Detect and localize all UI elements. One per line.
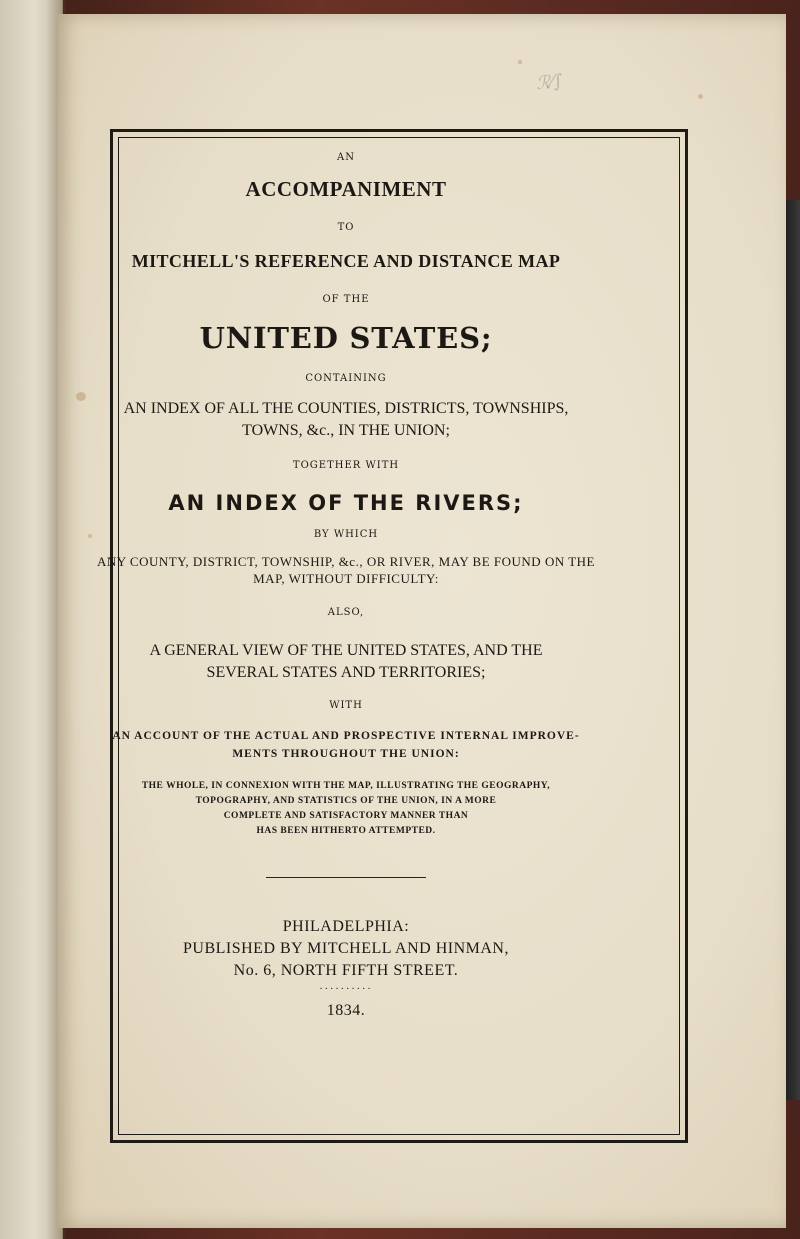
imprint-year: 1834. [326, 1002, 366, 1019]
line-an: AN [337, 152, 355, 163]
line-whole-3: COMPLETE AND SATISFACTORY MANNER THAN [223, 811, 469, 821]
line-account-2: MENTS THROUGHOUT THE UNION: [232, 748, 460, 760]
line-whole-2: TOPOGRAPHY, AND STATISTICS OF THE UNION, IN A MORE [195, 796, 497, 806]
line-map-title: MITCHELL'S REFERENCE AND DISTANCE MAP [131, 251, 561, 271]
line-index-1: AN INDEX OF ALL THE COUNTIES, DISTRICTS, TOWNSHIPS, [123, 400, 569, 417]
line-index-2: TOWNS, &c., IN THE UNION; [242, 422, 450, 439]
divider-rule [266, 877, 426, 878]
line-county-1: ANY COUNTY, DISTRICT, TOWNSHIP, &c., OR RIVER, MAY BE FOUND ON THE [96, 554, 596, 569]
line-to: TO [337, 222, 355, 233]
line-general-1: A GENERAL VIEW OF THE UNITED STATES, AND THE [149, 642, 543, 659]
line-also: ALSO, [327, 607, 365, 618]
line-rivers: AN INDEX OF THE RIVERS; [168, 491, 524, 515]
line-united-states: UNITED STATES; [199, 321, 493, 355]
imprint-city: PHILADELPHIA: [282, 918, 410, 935]
line-together-with: TOGETHER WITH [292, 460, 400, 471]
line-county-2: MAP, WITHOUT DIFFICULTY: [253, 571, 439, 586]
line-with: WITH [329, 700, 363, 711]
line-accompaniment: ACCOMPANIMENT [245, 177, 447, 201]
line-whole-1: THE WHOLE, IN CONNEXION WITH THE MAP, ILLUSTRATING THE GEOGRAPHY, [141, 781, 551, 791]
line-general-2: SEVERAL STATES AND TERRITORIES; [206, 664, 486, 681]
line-whole-4: HAS BEEN HITHERTO ATTEMPTED. [256, 826, 436, 836]
pencil-mark: ℛ⁄∫ [534, 70, 564, 95]
imprint-publisher: PUBLISHED BY MITCHELL AND HINMAN, [183, 940, 509, 957]
binding-edge [784, 200, 800, 1100]
line-of-the: OF THE [322, 294, 370, 305]
line-containing: CONTAINING [305, 373, 387, 384]
line-account-1: AN ACCOUNT OF THE ACTUAL AND PROSPECTIVE INTERNAL IMPROVE- [112, 730, 580, 742]
imprint-dots: ·········· [319, 984, 373, 995]
foxing-spot [698, 94, 703, 99]
foxing-spot [518, 60, 522, 64]
line-by-which: BY WHICH [313, 529, 379, 540]
imprint-address: No. 6, NORTH FIFTH STREET. [233, 962, 459, 979]
title-text-block [68, 130, 624, 1022]
